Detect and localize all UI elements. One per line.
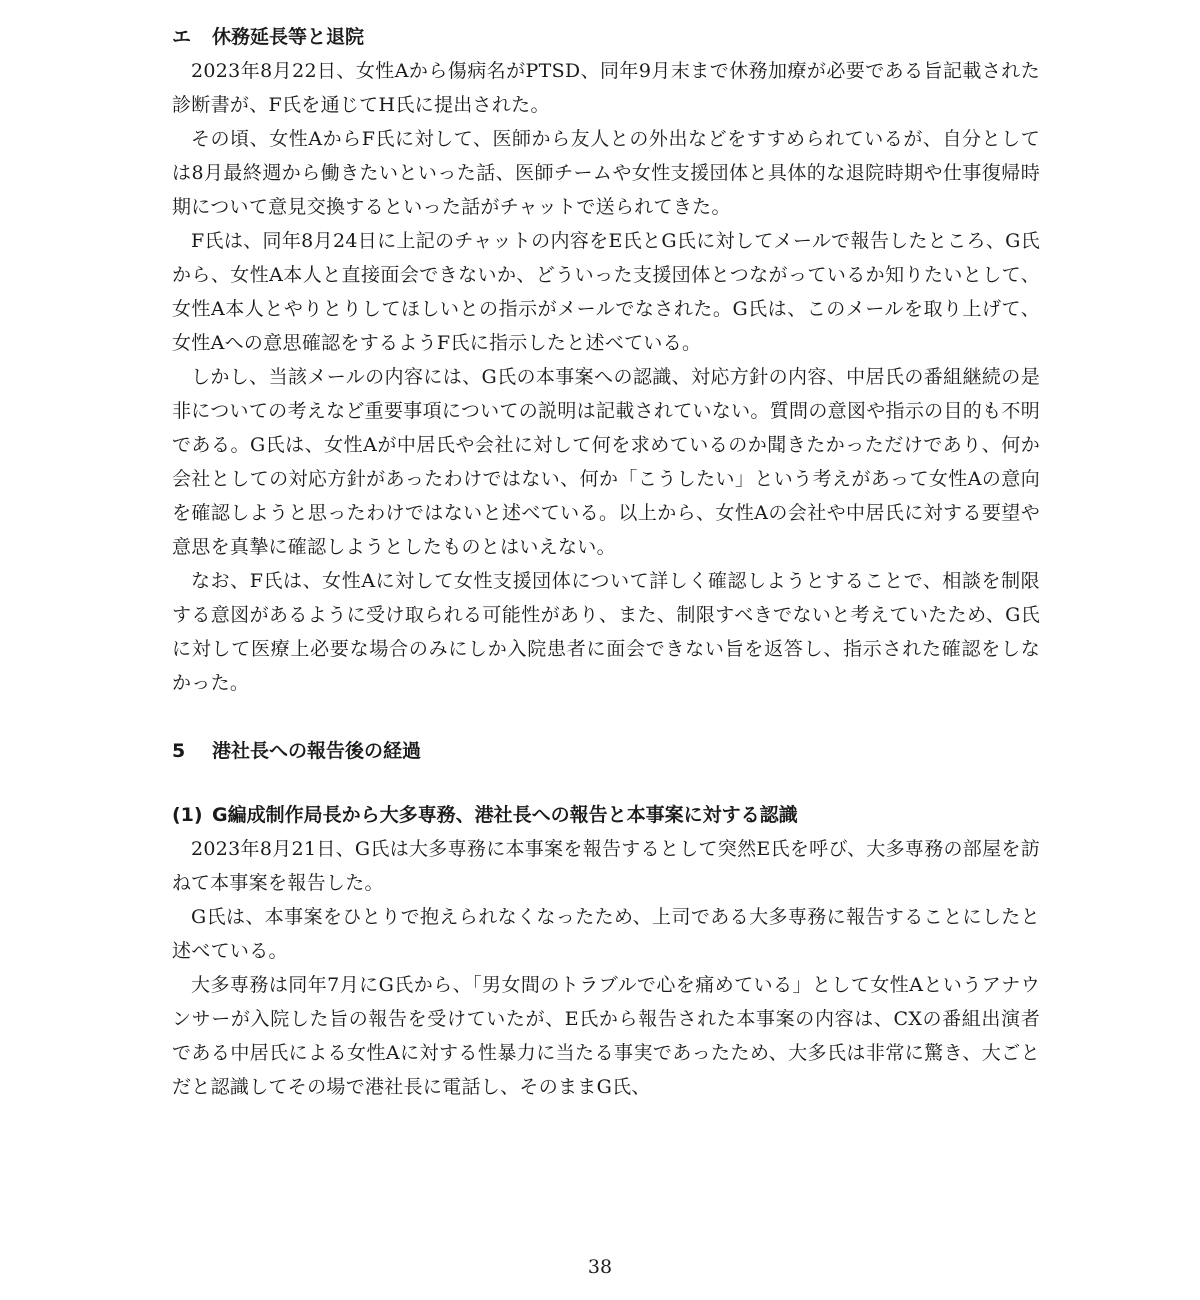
paragraph: 2023年8月22日、女性Aから傷病名がPTSD、同年9月末まで休務加療が必要である旨記載された診断書が、F氏を通じてH氏に提出された。 bbox=[172, 60, 1040, 116]
section-number: エ bbox=[172, 26, 192, 48]
document-page bbox=[172, 20, 1040, 1104]
paragraph: 2023年8月21日、G氏は大多専務に本事案を報告するとして突然E氏を呼び、大多専務の部屋を訪ねて本事案を報告した。 bbox=[172, 838, 1041, 894]
paragraph: なお、F氏は、女性Aに対して女性支援団体について詳しく確認しようとすることで、相談を制限する意図があるように受け取られる可能性があり、また、制限すべきでないと考えていたため、G氏に対して医療上必要な場合のみにしか入院患者に面会できない旨を返答し、指示された確認をしなかった。 bbox=[172, 570, 1040, 694]
paragraph: しかし、当該メールの内容には、G氏の本事案への認識、対応方針の内容、中居氏の番組継続の是非についての考えなど重要事項についての説明は記載されていない。質問の意図や指示の目的も不明である。G氏は、女性Aが中居氏や会社に対して何を求めているのか聞きたかっただけであり、何か会社としての対応方針があったわけではない、何か「こうしたい」という考えがあって女性Aの意向を確認しようと思ったわけではないと述べている。以上から、女性Aの会社や中居氏に対する要望や意思を真摯に確認しようとしたものとはいえない。 bbox=[172, 366, 1040, 558]
paragraph: その頃、女性AからF氏に対して、医師から友人との外出などをすすめられているが、自分としては8月最終週から働きたいといった話、医師チームや女性支援団体と具体的な退院時期や仕事復帰時期について意見交換するといった話がチャットで送られてきた。 bbox=[172, 128, 1040, 218]
section-title: 港社長への報告後の経過 bbox=[212, 740, 422, 762]
paragraph: G氏は、本事案をひとりで抱えられなくなったため、上司である大多専務に報告することにしたと述べている。 bbox=[172, 906, 1040, 962]
section-title: 休務延長等と退院 bbox=[212, 26, 365, 48]
section-heading-e bbox=[172, 20, 1040, 54]
subsection-heading-1 bbox=[172, 798, 1040, 832]
paragraph: 大多専務は同年7月にG氏から、「男女間のトラブルで心を痛めている」として女性Aというアナウンサーが入院した旨の報告を受けていたが、E氏から報告された本事案の内容は、CXの番組出演者である中居氏による女性Aに対する性暴力に当たる事実であったため、大多氏は非常に驚き、大ごとだと認識してその場で港社長に電話し、そのままG氏、 bbox=[172, 974, 1040, 1098]
page-number: 38 bbox=[587, 1256, 613, 1278]
paragraph: F氏は、同年8月24日に上記のチャットの内容をE氏とG氏に対してメールで報告したところ、G氏から、女性A本人と直接面会できないか、どういった支援団体とつながっているか知りたいとして、女性A本人とやりとりしてほしいとの指示がメールでなされた。G氏は、このメールを取り上げて、女性Aへの意思確認をするようF氏に指示したと述べている。 bbox=[172, 230, 1040, 354]
section-heading-5 bbox=[172, 734, 1040, 768]
section-title: G編成制作局長から大多専務、港社長への報告と本事案に対する認識 bbox=[212, 804, 798, 826]
section-number: 5 bbox=[172, 740, 186, 762]
section-number: (1) bbox=[172, 804, 203, 826]
spacer bbox=[172, 700, 1040, 734]
spacer bbox=[172, 768, 1040, 798]
